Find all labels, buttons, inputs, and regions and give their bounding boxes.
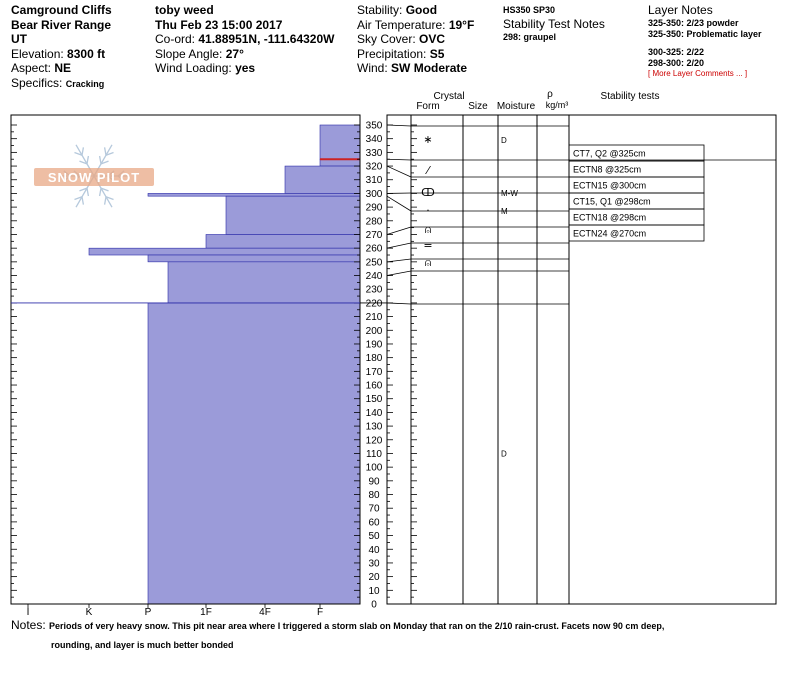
stability-notes-title: Stability Test Notes: [503, 17, 605, 31]
layer-connector: [387, 271, 411, 276]
layer-connector: [387, 227, 411, 234]
hs-value: HS350 SP30: [503, 5, 556, 15]
hardness-bar: [285, 166, 360, 193]
hardness-bar: [226, 196, 360, 234]
hardness-bar: [148, 193, 360, 196]
hardness-profile: [89, 125, 360, 604]
wind-value: SW Moderate: [391, 61, 468, 75]
depth-tick-label: 170: [365, 366, 383, 378]
depth-tick-label: 320: [365, 161, 383, 173]
grain-form-symbol: ∗: [423, 133, 433, 146]
hardness-label: F: [316, 607, 324, 618]
moisture-value: M-W: [501, 189, 518, 198]
precip-value: S5: [429, 46, 445, 61]
coord-value: 41.88951N, -111.64320W: [198, 32, 335, 46]
hardness-bar: [89, 248, 360, 255]
grain-form-symbol: ·: [426, 204, 430, 217]
notes-line: rounding, and layer is much better bonded: [51, 640, 234, 650]
slope-value: 27°: [225, 46, 244, 61]
wind-loading-label: Wind Loading:: [155, 61, 232, 75]
layer-note: 325-350: 2/23 powder: [648, 17, 739, 28]
crystal-header: Crystal: [433, 91, 465, 102]
depth-tick-label: 260: [365, 243, 383, 255]
range-name: Bear River Range: [11, 17, 112, 32]
specifics-label: Specifics:: [11, 75, 63, 90]
stability-test: ECTN15 @300cm: [573, 180, 647, 191]
depth-tick-label: 310: [365, 175, 383, 187]
air-temp-label: Air Temperature:: [357, 17, 446, 32]
grain-form-symbol: ⁄: [427, 164, 429, 177]
depth-tick-label: 10: [368, 585, 380, 597]
layer-note: 300-325: 2/22: [648, 46, 705, 57]
layer-note: 325-350: Problematic layer: [648, 28, 762, 39]
grain-form-symbol: ⍝: [424, 223, 432, 236]
stability-note: 298: graupel: [503, 31, 557, 42]
depth-tick-label: 300: [365, 188, 383, 200]
hardness-label: 1F: [200, 607, 212, 618]
flake-branch: [100, 188, 101, 196]
depth-tick-label: 150: [365, 394, 383, 406]
site-name: Camground Cliffs: [11, 3, 112, 17]
observer-name: toby weed: [155, 3, 214, 17]
depth-tick-label: 20: [368, 572, 380, 584]
depth-tick-label: 90: [368, 476, 380, 488]
wind-label: Wind:: [357, 61, 388, 75]
hardness-bar: [148, 303, 360, 604]
hardness-label: P: [144, 607, 152, 618]
layer-notes-title: Layer Notes: [648, 3, 713, 17]
form-header: Form: [416, 101, 440, 112]
depth-tick-label: 200: [365, 325, 383, 337]
hardness-bar: [148, 255, 360, 262]
depth-tick-label: 60: [368, 517, 380, 529]
wind-loading-value: yes: [235, 61, 256, 75]
hardness-label: K: [85, 607, 93, 618]
flake-branch: [82, 147, 83, 155]
depth-tick-label: 280: [365, 216, 383, 228]
hardness-bar: [320, 125, 360, 159]
depth-tick-label: 240: [365, 271, 383, 283]
depth-tick-label: 70: [368, 503, 380, 515]
moisture-value: D: [501, 136, 507, 145]
depth-tick-label: 50: [368, 531, 380, 543]
aspect-label: Aspect:: [11, 61, 52, 75]
logo-text: SNOW PILOT: [47, 170, 141, 185]
specifics-value: Cracking: [65, 78, 105, 89]
depth-tick-label: 80: [368, 490, 380, 502]
layer-connector: [387, 303, 411, 304]
notes-section: [11, 616, 791, 654]
layer-boundaries: [11, 125, 776, 304]
depth-tick-label: 220: [365, 298, 383, 310]
hardness-bar: [168, 262, 360, 303]
sky-label: Sky Cover:: [357, 32, 416, 46]
depth-tick-label: 180: [365, 353, 383, 365]
elevation-label: Elevation:: [11, 46, 64, 61]
moisture-header: Moisture: [496, 101, 536, 112]
grain-form-symbol: =: [423, 239, 433, 252]
depth-tick-label: 340: [365, 134, 383, 146]
state-name: UT: [11, 32, 27, 46]
stability-test: CT15, Q1 @298cm: [573, 196, 651, 207]
hardness-bar: [320, 159, 360, 166]
layer-connector: [387, 259, 411, 262]
rho-header: ρ: [547, 89, 553, 100]
stability-value: Good: [405, 3, 438, 17]
precip-label: Precipitation:: [357, 46, 427, 61]
depth-tick-label: 100: [365, 462, 383, 474]
depth-tick-label: 110: [366, 448, 382, 460]
depth-tick-label: 130: [365, 421, 383, 433]
stability-tests-header: Stability tests: [600, 91, 660, 102]
flake-branch: [82, 197, 83, 205]
depth-tick-label: 350: [365, 120, 383, 132]
depth-tick-label: 290: [365, 202, 383, 214]
hardness-label: 4F: [259, 607, 271, 618]
sky-value: OVC: [419, 32, 446, 46]
depth-tick-label: 190: [365, 339, 383, 351]
moisture-value: M: [501, 207, 508, 216]
more-comments-link[interactable]: [ More Layer Comments ... ]: [648, 68, 748, 78]
depth-tick-label: 120: [365, 435, 383, 447]
notes-label: Notes:: [11, 618, 46, 632]
stability-label: Stability:: [357, 3, 403, 17]
depth-tick-label: 330: [365, 147, 383, 159]
flake-branch: [87, 156, 88, 164]
coord-label: Co-ord:: [155, 32, 196, 46]
layer-note: 298-300: 2/20: [648, 57, 705, 68]
obs-datetime: Thu Feb 23 15:00 2017: [155, 17, 283, 32]
hardness-label: I: [26, 607, 30, 618]
grain-form-symbol: ⍝: [424, 256, 432, 269]
layer-connector: [387, 159, 411, 160]
stability-test: CT7, Q2 @325cm: [573, 148, 646, 159]
flake-branch: [105, 147, 106, 155]
depth-tick-label: 40: [368, 544, 380, 556]
notes-line: Periods of very heavy snow. This pit near area where I triggered a storm slab on Monday that ran on the 2/10 rain-crust. Facets now 90 cm deep,: [49, 621, 665, 631]
depth-tick-label: 140: [365, 407, 383, 419]
snowpilot-logo: [34, 145, 154, 207]
density-unit-header: kg/m³: [545, 100, 569, 110]
stability-test-list: [569, 145, 704, 241]
slope-label: Slope Angle:: [155, 46, 223, 61]
size-header: Size: [468, 101, 488, 112]
depth-tick-label: 230: [365, 284, 383, 296]
aspect-value: NE: [54, 61, 72, 75]
depth-tick-label: 30: [368, 558, 380, 570]
layer-connector: [387, 196, 411, 211]
depth-tick-label: 250: [365, 257, 383, 269]
layer-cells: [421, 133, 518, 458]
flake-branch: [105, 197, 106, 205]
layer-connector: [387, 166, 411, 177]
depth-tick-label: 270: [365, 229, 383, 241]
moisture-value: D: [501, 449, 507, 459]
layer-connector: [387, 243, 411, 248]
elevation-value: 8300 ft: [67, 46, 106, 61]
depth-tick-label: 210: [365, 312, 383, 324]
grain-form-symbol: ↀ: [421, 186, 435, 199]
depth-tick-label: 0: [371, 599, 377, 611]
stability-test: ECTN18 @298cm: [573, 212, 647, 223]
hardness-bar: [206, 234, 360, 248]
stability-test: ECTN8 @325cm: [573, 164, 642, 175]
flake-branch: [100, 156, 101, 164]
flake-branch: [87, 188, 88, 196]
depth-tick-label: 160: [365, 380, 383, 392]
layer-connector: [387, 125, 411, 126]
air-temp-value: 19°F: [448, 17, 475, 32]
stability-test: ECTN24 @270cm: [573, 228, 647, 239]
